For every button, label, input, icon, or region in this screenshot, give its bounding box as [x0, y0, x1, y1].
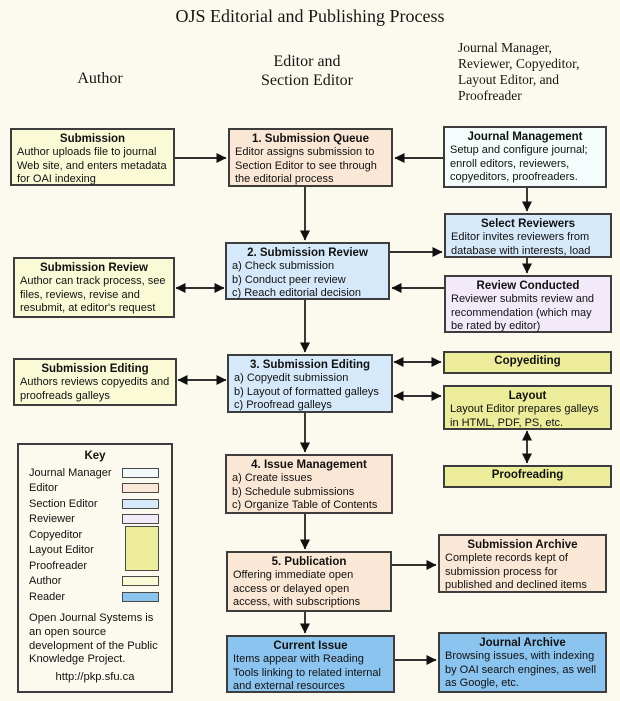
box-body: Layout Editor prepares galleys in HTML, PDF, PS, etc. — [450, 403, 599, 429]
box-publication — [226, 551, 392, 612]
box-body: Complete records kept of submission process for published and declined items — [445, 552, 587, 591]
box-body: Editor invites reviewers from database with interests, load — [451, 231, 591, 257]
box-select-reviewers — [444, 213, 612, 258]
box-title: Submission Editing — [41, 363, 149, 375]
box-body: Offering immediate open access or delayed open access, with subscriptions — [233, 569, 361, 608]
legend-swatch-copy-layout-proof — [125, 526, 159, 571]
legend-row-reviewer — [19, 512, 171, 528]
box-body: Editor assigns submission to Section Editor to see through the editorial process — [235, 146, 377, 185]
box-list-item: b) Conduct peer review — [232, 273, 346, 286]
box-body: Browsing issues, with indexing by OAI search engines, as well as Google, etc. — [445, 650, 597, 689]
box-title: Layout — [508, 390, 547, 402]
legend-row-reader — [19, 589, 171, 605]
box-body: Setup and configure journal; enroll editors, reviewers, copyeditors, proofreaders. — [450, 144, 588, 183]
box-review-conducted — [444, 275, 612, 333]
legend — [17, 443, 173, 693]
legend-swatch — [122, 468, 159, 478]
legend-label: Layout Editor — [29, 544, 94, 557]
box-title: 1. Submission Queue — [252, 133, 369, 145]
legend-title: Key — [84, 450, 106, 462]
box-title: Select Reviewers — [481, 218, 575, 230]
box-title: Journal Archive — [479, 637, 566, 649]
box-current-issue — [226, 635, 395, 693]
column-header-author: Author — [77, 70, 123, 87]
box-author-submission-editing — [13, 358, 177, 406]
box-submission — [10, 128, 175, 186]
box-body: Author uploads file to journal Web site, and enters metadata for OAI indexing — [17, 146, 167, 185]
box-list-item: c) Organize Table of Contents — [232, 499, 378, 511]
box-list-item: b) Layout of formatted galleys — [234, 385, 379, 398]
page-title: OJS Editorial and Publishing Process — [175, 6, 445, 26]
column-header-contributors: Journal Manager, Reviewer, Copyeditor, Layout Editor, and Proofreader — [458, 40, 580, 103]
box-title: Proofreading — [491, 469, 564, 481]
column-header-editor: Editor and Section Editor — [261, 53, 353, 89]
legend-row-section-editor — [19, 496, 171, 512]
legend-label: Proofreader — [29, 559, 88, 572]
box-list-item: a) Copyedit submission — [234, 372, 349, 384]
box-journal-management — [443, 126, 607, 188]
pkp-url: http://pkp.sfu.ca — [55, 671, 135, 683]
legend-swatch — [122, 576, 159, 586]
box-list-item: a) Create issues — [232, 472, 313, 484]
box-layout — [443, 385, 612, 430]
box-title: Submission Review — [39, 262, 148, 274]
box-journal-archive — [438, 632, 607, 693]
box-title: 5. Publication — [271, 556, 347, 568]
box-list-item: b) Schedule submissions — [232, 485, 355, 498]
box-body: Items appear with Reading Tools linking to related internal and external resources — [233, 653, 381, 692]
box-submission-editing — [227, 354, 393, 413]
legend-swatch — [122, 483, 159, 493]
box-title: 2. Submission Review — [247, 247, 368, 259]
legend-label: Section Editor — [29, 497, 98, 510]
box-author-submission-review — [13, 257, 175, 318]
legend-swatch — [122, 592, 159, 602]
box-title: Journal Management — [467, 131, 583, 143]
legend-label: Copyeditor — [29, 528, 83, 541]
box-body: Authors reviews copyedits and proofreads galleys — [20, 376, 170, 402]
box-list-item: a) Check submission — [232, 260, 335, 272]
legend-label: Journal Manager — [29, 466, 112, 479]
box-body: Author can track process, see files, reviews, revise and resubmit, at editor's request — [20, 275, 166, 314]
legend-label: Reader — [29, 590, 66, 603]
box-title: Copyediting — [494, 355, 561, 367]
legend-swatch — [122, 499, 159, 509]
box-body: Reviewer submits review and recommendation (which may be rated by editor) — [451, 293, 595, 332]
box-submission-archive — [438, 534, 607, 593]
box-title: Submission Archive — [467, 539, 578, 551]
box-submission-review — [225, 242, 390, 300]
box-title: Review Conducted — [476, 280, 580, 292]
legend-label: Reviewer — [29, 513, 75, 526]
legend-row-author — [19, 574, 171, 590]
box-proofreading — [443, 465, 612, 488]
box-list-item: c) Proofread galleys — [234, 399, 332, 411]
legend-row-journal-manager — [19, 465, 171, 481]
legend-row-editor — [19, 481, 171, 497]
legend-swatch — [122, 514, 159, 524]
legend-note: Open Journal Systems is an open source development of the Public Knowledge Project. — [29, 612, 158, 666]
box-title: Current Issue — [273, 640, 348, 652]
box-issue-management — [225, 454, 393, 514]
box-title: Submission — [59, 133, 126, 145]
legend-label: Editor — [29, 482, 58, 495]
box-title: 3. Submission Editing — [249, 359, 371, 371]
box-list-item: c) Reach editorial decision — [232, 287, 362, 299]
box-title: 4. Issue Management — [251, 459, 367, 471]
box-copyediting — [443, 351, 612, 374]
box-submission-queue — [228, 128, 393, 187]
legend-label: Author — [29, 575, 62, 588]
